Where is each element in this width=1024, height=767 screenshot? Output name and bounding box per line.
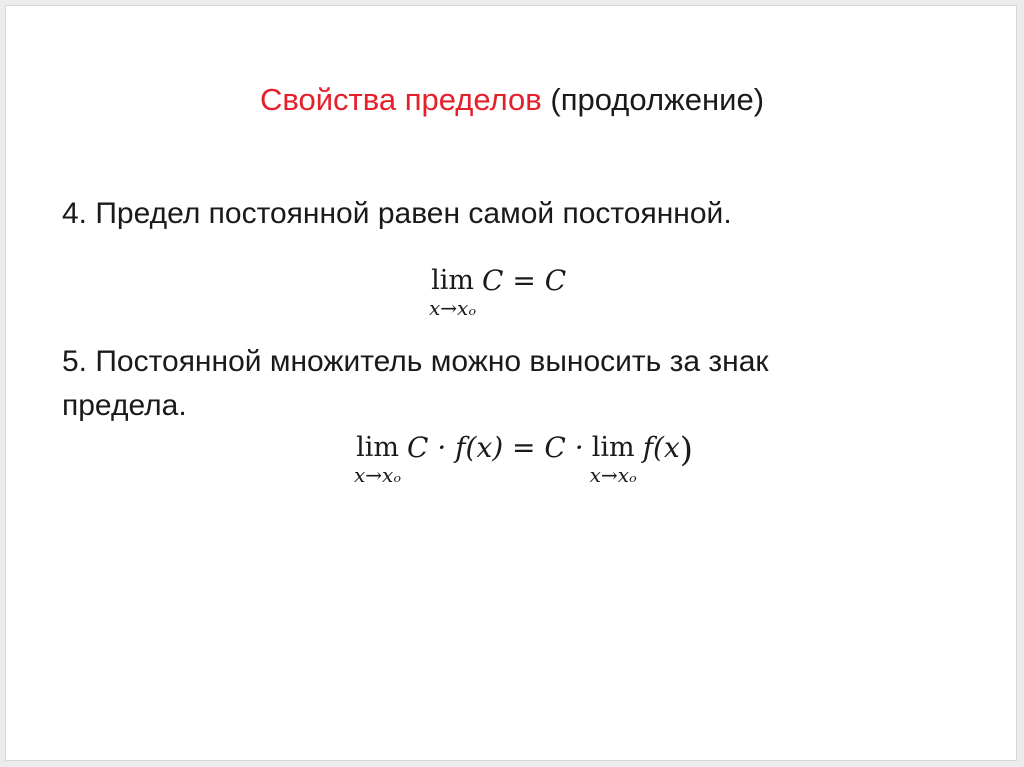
formula-4-body: C = C — [482, 264, 567, 297]
closing-paren: ) — [679, 430, 694, 470]
slide — [5, 5, 1017, 761]
lim-subscript-left: x→xₒ — [354, 463, 402, 487]
lim-word-left: lim — [356, 432, 399, 463]
lim-word: lim — [431, 265, 474, 296]
formula-5 — [354, 432, 693, 486]
property-4-text: 4. Предел постоянной равен самой постоянной. — [62, 197, 732, 230]
limit-operator — [429, 265, 476, 319]
title-black-part: (продолжение) — [550, 82, 765, 117]
formula-4 — [429, 265, 572, 319]
formula-5-right-body: f(x — [642, 431, 680, 464]
limit-operator-right — [590, 432, 637, 486]
property-5-line-2: предела. — [62, 389, 187, 422]
lim-subscript-right: x→xₒ — [589, 463, 637, 487]
formula-5-left-body: C · f(x) = C · — [407, 431, 584, 464]
limit-operator-left — [354, 432, 401, 486]
slide-title — [6, 82, 1018, 118]
lim-subscript: x→xₒ — [429, 296, 477, 320]
property-5-text — [62, 340, 942, 428]
property-5-line-1: 5. Постоянной множитель можно выносить за знак — [62, 345, 769, 378]
title-red-part: Свойства пределов — [259, 82, 542, 117]
lim-word-right: lim — [591, 432, 635, 463]
